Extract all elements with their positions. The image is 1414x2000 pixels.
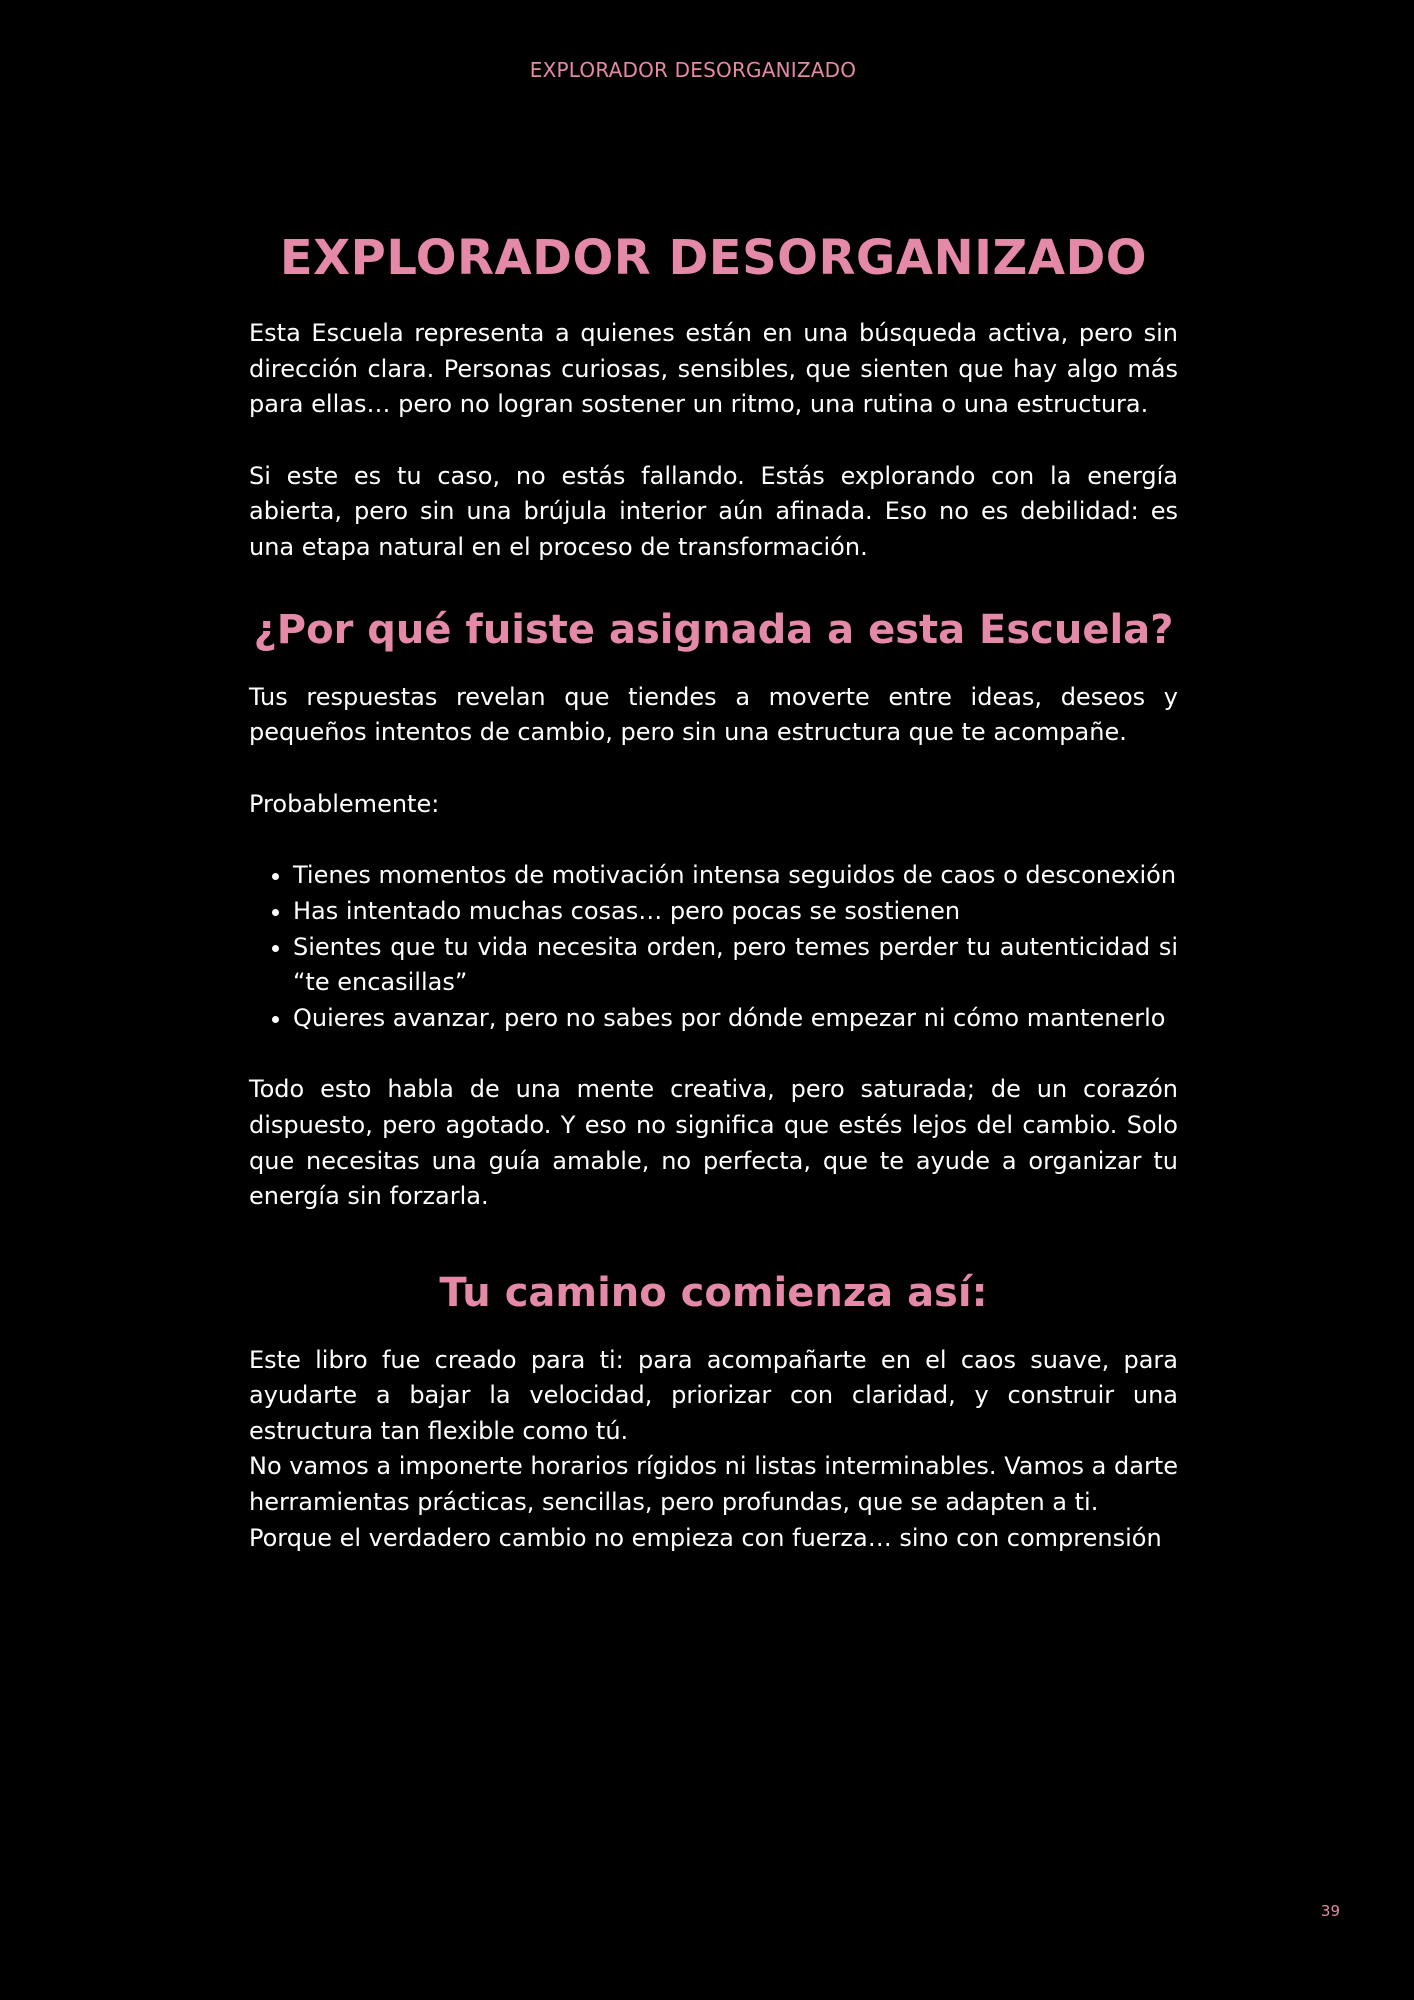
section-heading-path: Tu camino comienza así: <box>439 1269 988 1316</box>
page-number: 39 <box>1320 1902 1340 1920</box>
why-closing-paragraph: Todo esto habla de una mente creativa, pero saturada; de un corazón dispuesto, pero agotado. Y eso no significa que estés lejos del cambio. Solo que necesitas una guía amable, no perfecta, que te ayude a organizar tu energía sin forzarla. <box>249 1075 1178 1211</box>
why-paragraph: Tus respuestas revelan que tiendes a moverte entre ideas, deseos y pequeños intentos de cambio, pero sin una estructura que te acompañe. <box>249 682 1178 747</box>
path-paragraph-1: Este libro fue creado para ti: para acompañarte en el caos suave, para ayudarte a bajar la velocidad, priorizar con claridad, y construir una estructura tan flexible como tú. <box>249 1345 1178 1445</box>
section-heading-why: ¿Por qué fuiste asignada a esta Escuela? <box>253 606 1174 653</box>
reasons-list <box>249 858 1178 1036</box>
running-header: EXPLORADOR DESORGANIZADO <box>529 58 857 82</box>
page-content <box>249 226 1178 1556</box>
list-item: • Sientes que tu vida necesita orden, pero temes perder tu autenticidad si “te encasillas” <box>293 930 1178 1001</box>
intro-paragraph-1: Esta Escuela representa a quienes están en una búsqueda activa, pero sin dirección clara. Personas curiosas, sensibles, que sienten que hay algo más para ellas… pero no logran sostener un ritmo, una rutina o una estructura. <box>249 319 1178 419</box>
list-intro: Probablemente: <box>249 789 440 818</box>
page-title: EXPLORADOR DESORGANIZADO <box>279 230 1148 286</box>
path-paragraph-3: Porque el verdadero cambio no empieza con fuerza… sino con comprensión <box>249 1523 1162 1552</box>
path-paragraph-2: No vamos a imponerte horarios rígidos ni listas interminables. Vamos a darte herramientas prácticas, sencillas, pero profundas, que se adapten a ti. <box>249 1452 1178 1517</box>
list-item: • Has intentado muchas cosas… pero pocas se sostienen <box>293 894 1178 930</box>
list-item: • Quieres avanzar, pero no sabes por dónde empezar ni cómo mantenerlo <box>293 1001 1178 1037</box>
list-item: • Tienes momentos de motivación intensa seguidos de caos o desconexión <box>293 858 1178 894</box>
intro-paragraph-2: Si este es tu caso, no estás fallando. Estás explorando con la energía abierta, pero sin una brújula interior aún afinada. Eso no es debilidad: es una etapa natural en el proceso de transformación. <box>249 461 1178 561</box>
